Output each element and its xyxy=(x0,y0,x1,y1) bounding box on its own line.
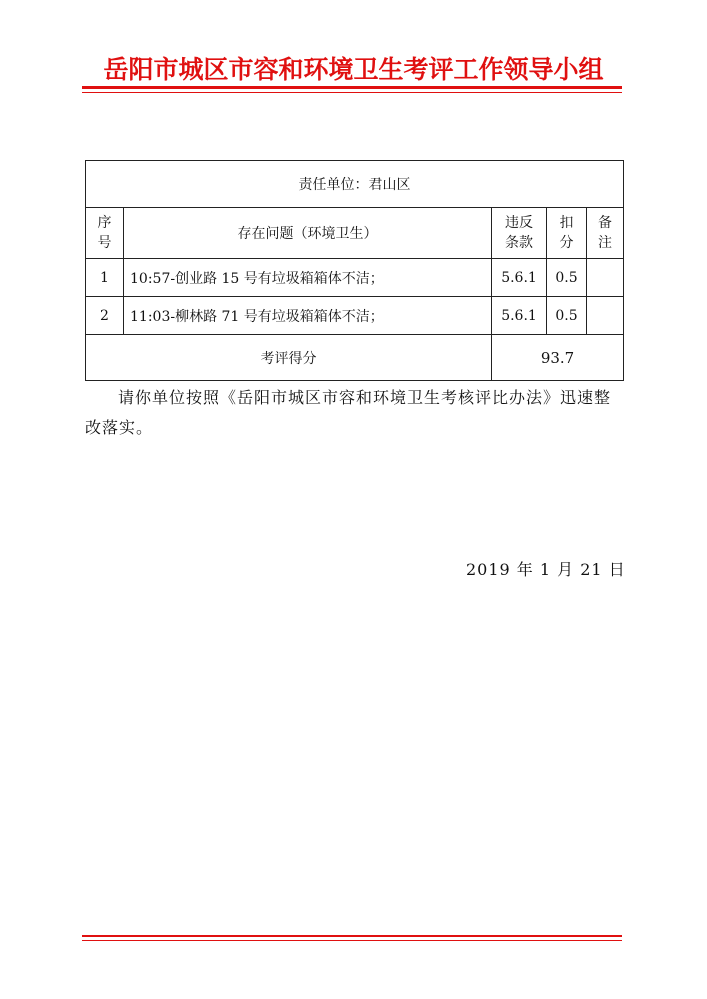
issue-date: 2019 年 1 月 21 日 xyxy=(466,560,626,579)
header-no-label: 序号 xyxy=(97,215,112,251)
table-row xyxy=(86,259,624,297)
row-issue: 10:57-创业路 15 号有垃圾箱箱体不洁； xyxy=(124,259,492,297)
header-row xyxy=(86,208,624,259)
issues-table-wrap xyxy=(85,160,623,381)
header-clause-label: 违反条款 xyxy=(505,215,533,251)
footer-rule-thick xyxy=(82,935,622,937)
row-note xyxy=(587,259,624,297)
header-no xyxy=(86,208,124,259)
header-note xyxy=(587,208,624,259)
score-value: 93.7 xyxy=(492,335,624,381)
score-label: 考评得分 xyxy=(86,335,492,381)
issues-table xyxy=(85,160,624,381)
header-rule-thin xyxy=(82,92,622,93)
header-rule-thick xyxy=(82,86,622,89)
header-deduct-label: 扣分 xyxy=(559,215,574,251)
score-row xyxy=(86,335,624,381)
row-deduct: 0.5 xyxy=(547,259,587,297)
row-note xyxy=(587,297,624,335)
header-clause xyxy=(492,208,547,259)
row-no: 2 xyxy=(86,297,124,335)
document-title: 岳阳市城区市容和环境卫生考评工作领导小组 xyxy=(103,55,604,84)
unit-row xyxy=(86,161,624,208)
header-note-label: 备注 xyxy=(598,215,613,251)
row-clause: 5.6.1 xyxy=(492,297,547,335)
row-issue: 11:03-柳林路 71 号有垃圾箱箱体不洁； xyxy=(124,297,492,335)
row-no: 1 xyxy=(86,259,124,297)
header-issue: 存在问题（环境卫生） xyxy=(124,208,492,259)
row-deduct: 0.5 xyxy=(547,297,587,335)
header-deduct xyxy=(547,208,587,259)
footer-rule-thin xyxy=(82,940,622,941)
responsible-unit: 责任单位：君山区 xyxy=(86,161,624,208)
table-row xyxy=(86,297,624,335)
instruction-paragraph: 请你单位按照《岳阳市城区市容和环境卫生考核评比办法》迅速整改落实。 xyxy=(85,388,612,437)
row-clause: 5.6.1 xyxy=(492,259,547,297)
